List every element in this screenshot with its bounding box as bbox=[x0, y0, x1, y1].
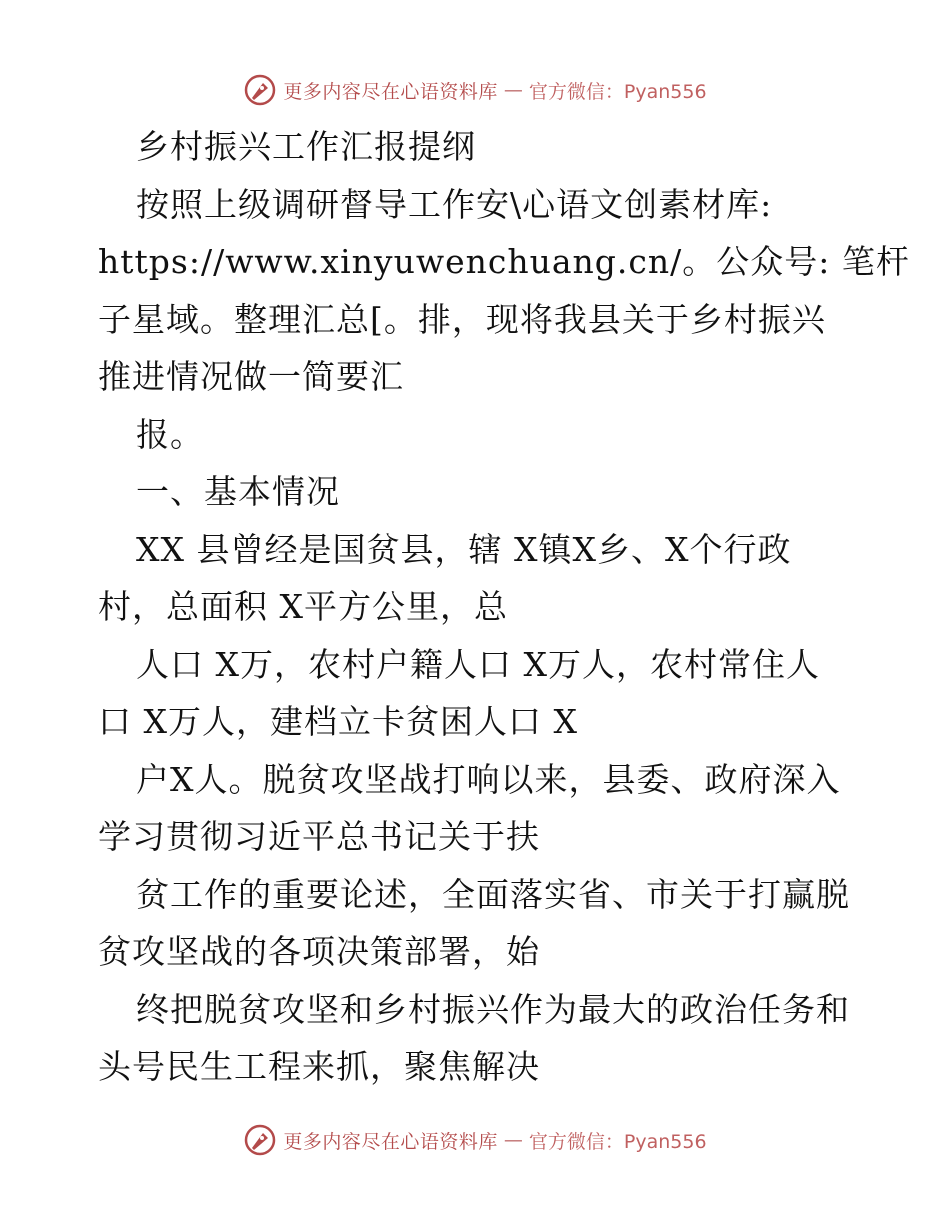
watermark-footer-inner bbox=[243, 1123, 706, 1157]
document-line: 终把脱贫攻坚和乡村振兴作为最大的政治任务和 bbox=[136, 989, 850, 1029]
watermark-footer bbox=[0, 1120, 950, 1160]
watermark-header bbox=[0, 70, 950, 110]
watermark-wechat-text: 官方微信：Pyan556 bbox=[528, 1130, 707, 1153]
document-line: 贫攻坚战的各项决策部署，始 bbox=[98, 932, 540, 971]
document-line: https://www.xinyuwenchuang.cn/。公众号: 笔杆 bbox=[98, 242, 910, 281]
document-body bbox=[98, 118, 910, 1096]
document-line: 一、基本情况 bbox=[136, 472, 340, 511]
document-line: 按照上级调研督导工作安\心语文创素材库: bbox=[136, 184, 773, 224]
watermark-wechat-text: 官方微信：Pyan556 bbox=[528, 80, 707, 103]
document-line: 学习贯彻习近平总书记关于扶 bbox=[98, 817, 540, 856]
watermark-header-inner bbox=[243, 73, 706, 107]
watermark-brand-text: 更多内容尽在心语资料库 bbox=[283, 80, 498, 103]
document-line: 乡村振兴工作汇报提纲 bbox=[136, 127, 476, 166]
document-line: 人口 X万，农村户籍人口 X万人，农村常住人 bbox=[136, 644, 820, 684]
document-line: 村，总面积 X平方公里，总 bbox=[98, 587, 508, 626]
document-line: 报。 bbox=[136, 414, 204, 454]
pen-nib-circle-icon bbox=[243, 73, 277, 107]
document-line: 子星域。整理汇总[。排，现将我县关于乡村振兴 bbox=[98, 299, 826, 339]
document-line: 头号民生工程来抓，聚焦解决 bbox=[98, 1047, 540, 1086]
document-line: 户X人。脱贫攻坚战打响以来，县委、政府深入 bbox=[136, 759, 841, 799]
document-line: 口 X万人，建档立卡贫困人口 X bbox=[98, 702, 578, 741]
pen-nib-circle-icon bbox=[243, 1123, 277, 1157]
document-line: 贫工作的重要论述，全面落实省、市关于打赢脱 bbox=[136, 874, 850, 914]
document-line: XX 县曾经是国贫县，辖 X镇X乡、X个行政 bbox=[136, 529, 792, 569]
watermark-brand-text: 更多内容尽在心语资料库 bbox=[283, 1130, 498, 1153]
document-line: 推进情况做一简要汇 bbox=[98, 357, 404, 396]
watermark-dash: — bbox=[503, 79, 523, 101]
watermark-dash: — bbox=[503, 1129, 523, 1151]
